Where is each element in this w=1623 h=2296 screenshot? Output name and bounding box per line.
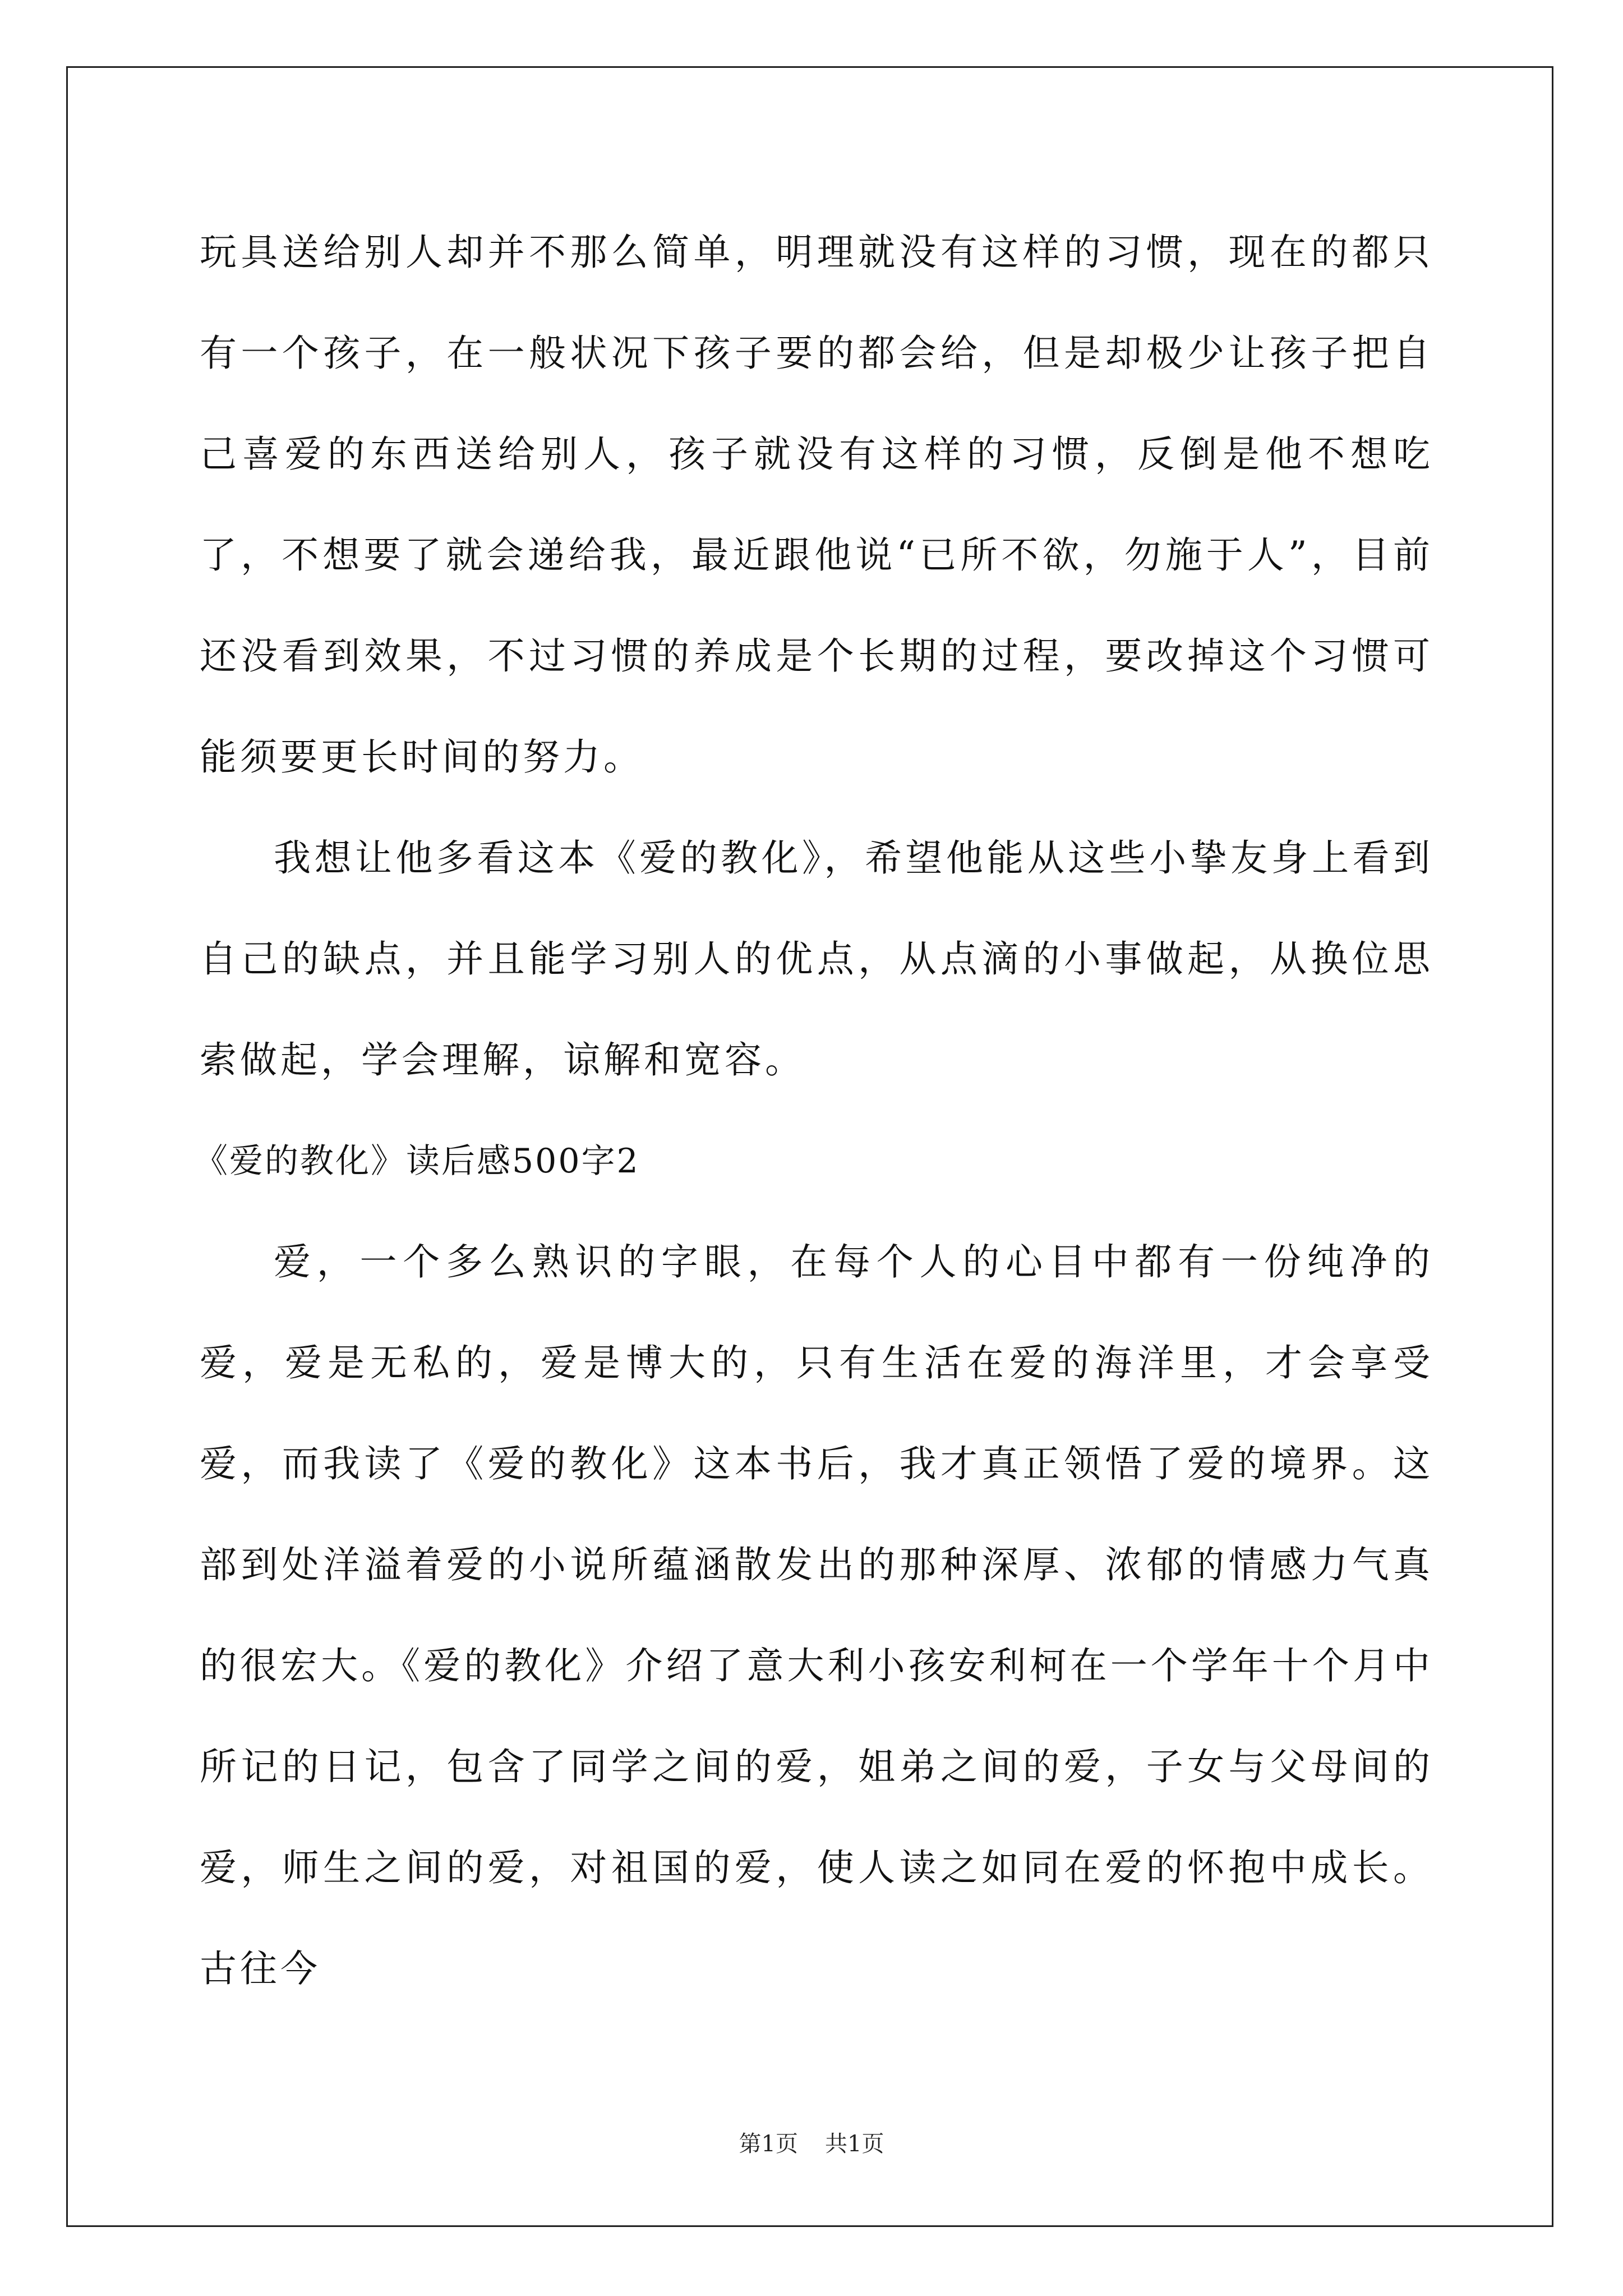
page-number-current: 第1页: [739, 2131, 798, 2157]
paragraph: 我想让他多看这本《爱的教化》，希望他能从这些小挚友身上看到自己的缺点，并且能学习别人的优点，从点滴的小事做起，从换位思索做起，学会理解，谅解和宽容。: [200, 836, 1433, 1082]
page-footer: [0, 2126, 1623, 2158]
section-heading: 《爱的教化》读后感500字2: [194, 1142, 640, 1181]
paragraph: 爱，一个多么熟识的字眼，在每个人的心目中都有一份纯净的爱，爱是无私的，爱是博大的，只有生活在爱的海洋里，才会享受爱，而我读了《爱的教化》这本书后，我才真正领悟了爱的境界。这部到处洋溢着爱的小说所蕴涵散发出的那种深厚、浓郁的情感力气真的很宏大。《爱的教化》介绍了意大利小孩安利柯在一个学年十个月中所记的日记，包含了同学之间的爱，姐弟之间的爱，子女与父母间的爱，师生之间的爱，对祖国的爱，使人读之如同在爱的怀抱中成长。古往今: [200, 1240, 1433, 1990]
document-body: [194, 202, 1433, 2019]
page-number-total: 共1页: [825, 2131, 884, 2157]
paragraph-continued: 玩具送给别人却并不那么简单，明理就没有这样的习惯，现在的都只有一个孩子，在一般状况下孩子要的都会给，但是却极少让孩子把自己喜爱的东西送给别人，孩子就没有这样的习惯，反倒是他不想吃了，不想要了就会递给我，最近跟他说“已所不欲，勿施于人”，目前还没看到效果，不过习惯的养成是个长期的过程，要改掉这个习惯可能须要更长时间的努力。: [200, 231, 1433, 779]
